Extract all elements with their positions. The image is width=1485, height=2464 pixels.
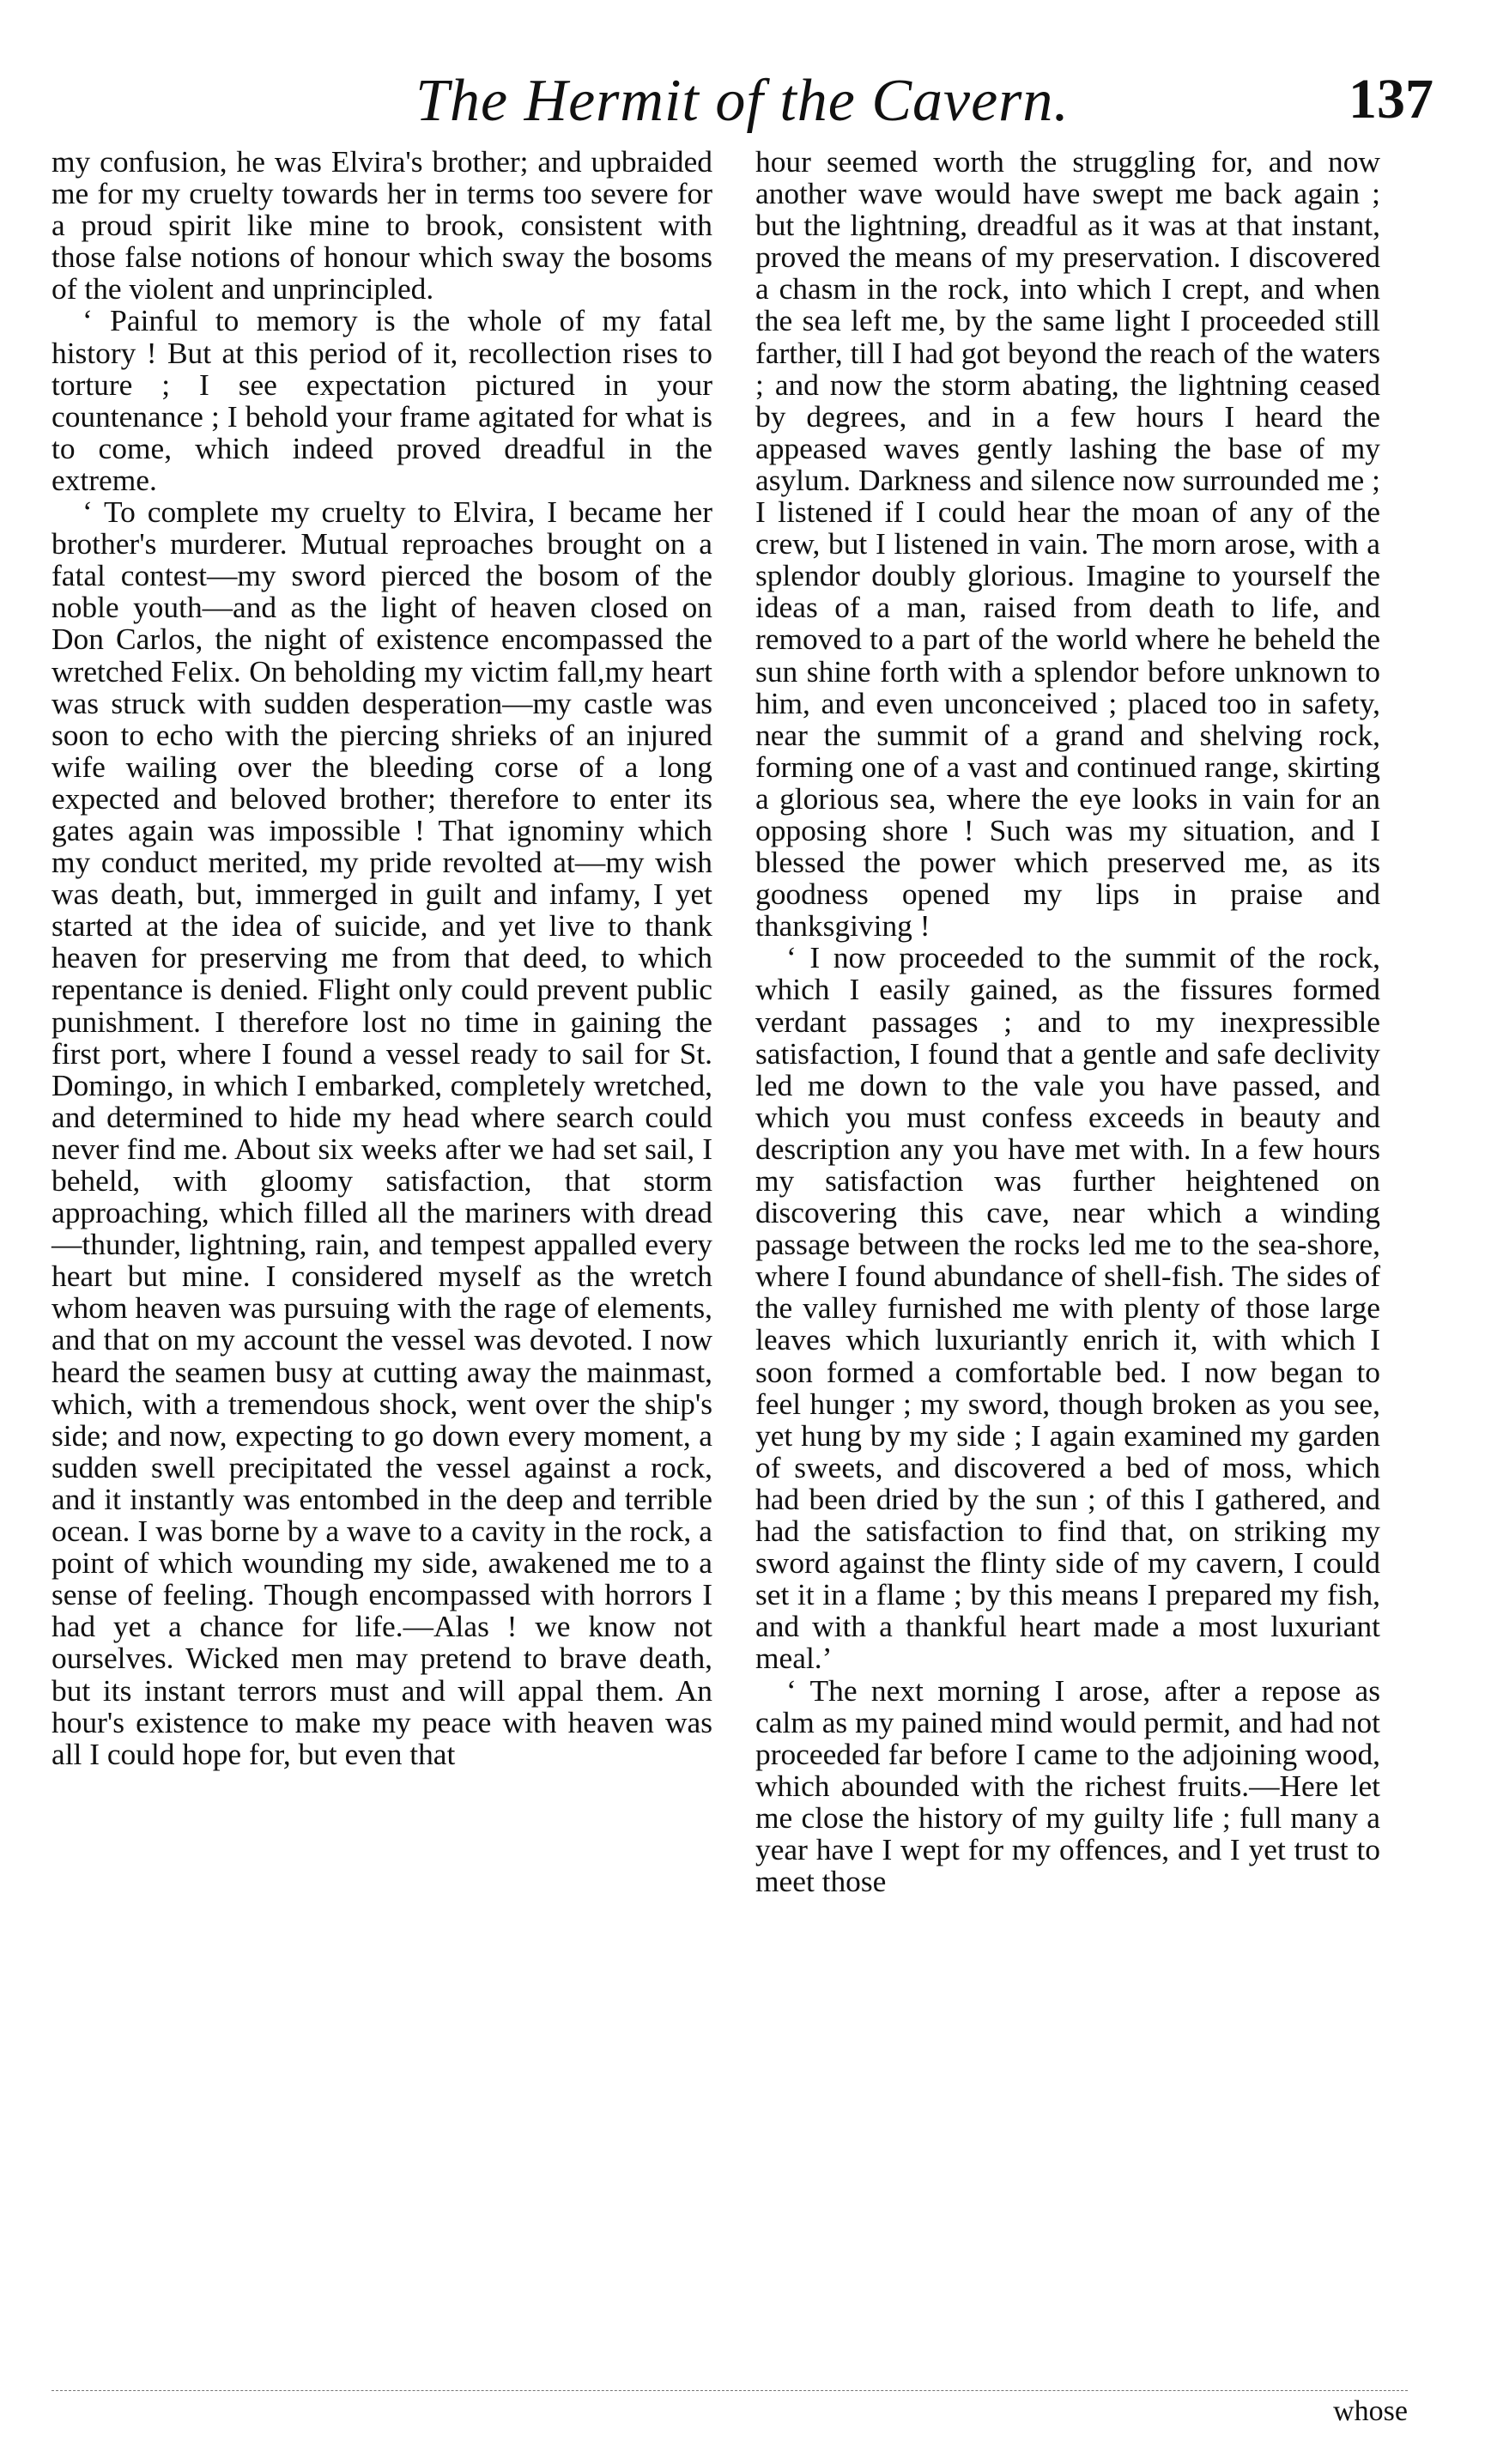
running-title: The Hermit of the Cavern. [415,68,1070,134]
footer-rule [52,2390,1408,2391]
catchword: whose [1333,2395,1408,2427]
right-paragraph-2: ‘ I now proceeded to the summit of the rock, which I easily gained, as the fissures formed verdant passages ; and to my inexpressible satisfaction, I found that a gentle and safe declivity led me down to the vale you have passed, and which you must confess exceeds in beauty and description any you have met with. In a few hours my satisfaction was further heightened on discovering this cave, near which a winding passage between the rocks led me to the sea-shore, where I found abundance of shell-fish. The sides of the valley furnished me with plenty of those large leaves which luxuriantly enrich it, with which I soon formed a comfortable bed. I now began to feel hunger ; my sword, though broken as you see, yet hung by my side ; I again examined my garden of sweets, and discovered a bed of moss, which had been dried by the sun ; of this I gathered, and had the satisfaction to find that, on striking my sword against the flinty side of my cavern, I could set it in a flame ; by this means I prepared my fish, and with a thankful heart made a most luxuriant meal.’ [755,940,1380,1676]
page-number: 137 [1349,68,1433,130]
right-column [755,146,1380,1897]
left-column [52,146,712,1770]
page-header [52,60,1433,155]
right-paragraph-1: hour seemed worth the struggling for, and now another wave would have swept me back again ; but the lightning, dreadful as it was at that instant, proved the means of my preservation. I discovered a chasm in the rock, into which I crept, and when the sea left me, by the same light I proceeded still farther, till I had got beyond the reach of the waters ; and now the storm abating, the lightning ceased by degrees, and in a few hours I heard the appeased waves gently lashing the base of my asylum. Darkness and silence now surrounded me ; I listened if I could hear the moan of any of the crew, but I listened in vain. The morn arose, with a splendor doubly glorious. Imagine to yourself the ideas of a man, raised from death to life, and removed to a part of the world where he beheld the sun shine forth with a splendor before unknown to him, and even unconceived ; placed too in safety, near the summit of a grand and shelving rock, forming one of a vast and continued range, skirting a glorious sea, where the eye looks in vain for an opposing shore ! Such was my situation, and I blessed the power which preserved me, as its goodness opened my lips in praise and thanksgiving ! [755,144,1380,944]
right-paragraph-3: ‘ The next morning I arose, after a repose as calm as my pained mind would permit, and had not proceeded far before I came to the adjoining wood, which abounded with the richest fruits.—Here let me close the history of my guilty life ; full many a year have I wept for my offences, and I yet trust to meet those [755,1672,1380,1899]
left-paragraph-3: ‘ To complete my cruelty to Elvira, I became her brother's murderer. Mutual reproaches brought on a fatal contest—my sword pierced the bosom of the noble youth—and as the light of heaven closed on Don Carlos, the night of existence encompassed the wretched Felix. On beholding my victim fall,my heart was struck with sudden desperation—my castle was soon to echo with the piercing shrieks of an injured wife wailing over the bleeding corse of a long expected and beloved brother; therefore to enter its gates again was impossible ! That ignominy which my conduct merited, my pride revolted at—my wish was death, but, immerged in guilt and infamy, I yet started at the idea of suicide, and yet live to thank heaven for preserving me from that deed, to which repentance is denied. Flight only could prevent public punishment. I therefore lost no time in gaining the first port, where I found a vessel ready to sail for St. Domingo, in which I embarked, completely wretched, and determined to hide my head where search could never find me. About six weeks after we had set sail, I beheld, with gloomy satisfaction, that storm approaching, which filled all the mariners with dread—thunder, lightning, rain, and tempest appalled every heart but mine. I considered myself as the wretch whom heaven was pursuing with the rage of elements, and that on my account the vessel was devoted. I now heard the seamen busy at cutting away the mainmast, which, with a tremendous shock, went over the ship's side; and now, expecting to go down every moment, a sudden swell precipitated the vessel against a rock, and it instantly was entombed in the deep and terrible ocean. I was borne by a wave to a cavity in the rock, a point of which wounding my side, awakened me to a sense of feeling. Though encompassed with horrors I had yet a chance for life.—Alas ! we know not ourselves. Wicked men may pretend to brave death, but its instant terrors must and will appal them. An hour's existence to make my peace with heaven was all I could hope for, but even that [52,495,712,1771]
left-paragraph-1: my confusion, he was Elvira's brother; and upbraided me for my cruelty towards her in terms too severe for a proud spirit like mine to brook, consistent with those false notions of honour which sway the bosoms of the violent and unprincipled. [52,144,712,306]
left-paragraph-2: ‘ Painful to memory is the whole of my fatal history ! But at this period of it, recollection rises to torture ; I see expectation pictured in your countenance ; I behold your frame agitated for what is to come, which indeed proved dreadful in the extreme. [52,303,712,497]
